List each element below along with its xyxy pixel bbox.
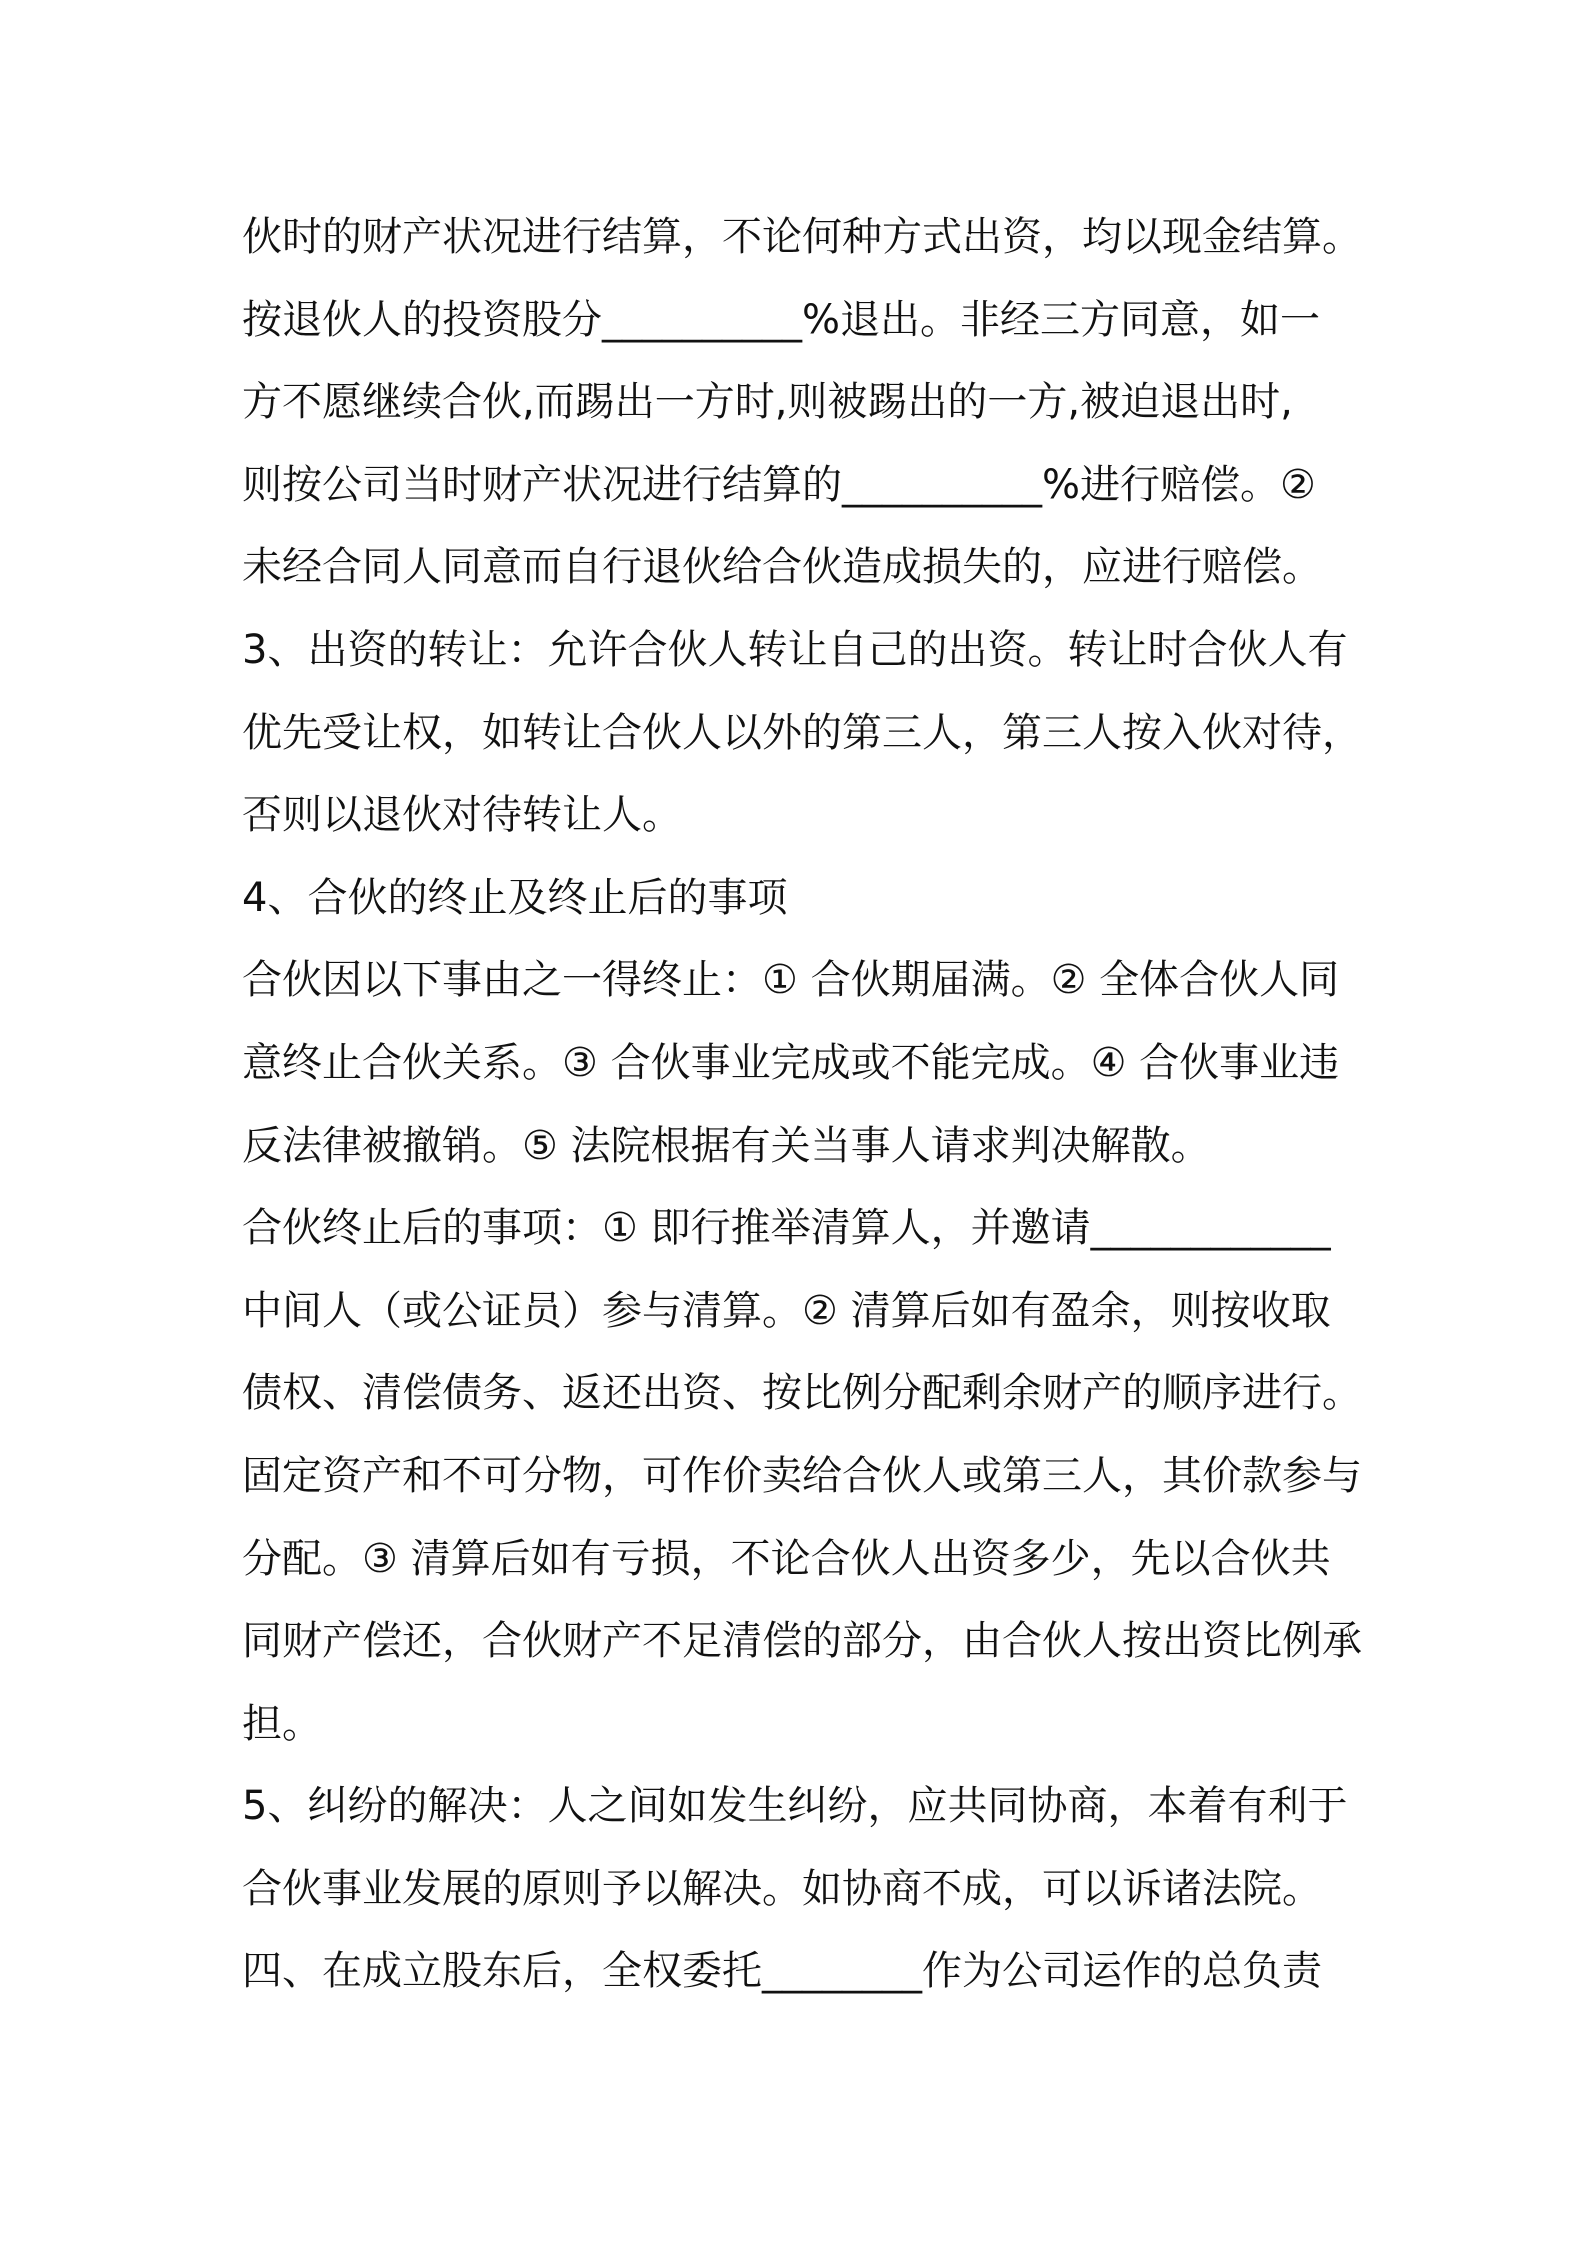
text-line: 按退伙人的投资股分__________%退出。非经三方同意，如一: [242, 296, 1321, 343]
document-body: [242, 196, 1362, 2013]
text-line: 合伙事业发展的原则予以解决。如协商不成，可以诉诸法院。: [242, 1865, 1322, 1912]
text-line: 否则以退伙对待转让人。: [242, 792, 682, 839]
text-line: 同财产偿还，合伙财产不足清偿的部分，由合伙人按出资比例承: [242, 1618, 1362, 1665]
text-line: 分配。③ 清算后如有亏损，不论合伙人出资多少，先以合伙共: [242, 1535, 1331, 1582]
section-5-heading-line: 5、纠纷的解决：人之间如发生纠纷，应共同协商，本着有利于: [242, 1783, 1348, 1830]
text-line: 固定资产和不可分物，可作价卖给合伙人或第三人，其价款参与: [242, 1452, 1362, 1499]
text-line: 方不愿继续合伙,而踢出一方时,则被踢出的一方,被迫退出时,: [242, 379, 1293, 426]
section-4-heading: 4、合伙的终止及终止后的事项: [242, 874, 788, 921]
text-line: 债权、清偿债务、返还出资、按比例分配剩余财产的顺序进行。: [242, 1370, 1362, 1417]
text-line: 反法律被撤销。⑤ 法院根据有关当事人请求判决解散。: [242, 1122, 1211, 1169]
text-line: 合伙因以下事由之一得终止：① 合伙期届满。② 全体合伙人同: [242, 957, 1340, 1004]
text-line: 伙时的财产状况进行结算，不论何种方式出资，均以现金结算。: [242, 214, 1362, 260]
text-line: 中间人（或公证员）参与清算。② 清算后如有盈余，则按收取: [242, 1287, 1331, 1334]
text-line: 优先受让权，如转让合伙人以外的第三人，第三人按入伙对待，: [242, 709, 1362, 756]
text-line: 合伙终止后的事项：① 即行推举清算人，并邀请____________: [242, 1205, 1331, 1252]
section-four-heading-line: 四、在成立股东后，全权委托________作为公司运作的总负责: [242, 1948, 1322, 1995]
section-3-heading-line: 3、出资的转让：允许合伙人转让自己的出资。转让时合伙人有: [242, 626, 1348, 673]
text-line: 未经合同人同意而自行退伙给合伙造成损失的，应进行赔偿。: [242, 544, 1322, 591]
text-line: 意终止合伙关系。③ 合伙事业完成或不能完成。④ 合伙事业违: [242, 1039, 1340, 1086]
text-line: 担。: [242, 1700, 322, 1747]
text-line: 则按公司当时财产状况进行结算的__________%进行赔偿。②: [242, 461, 1316, 508]
